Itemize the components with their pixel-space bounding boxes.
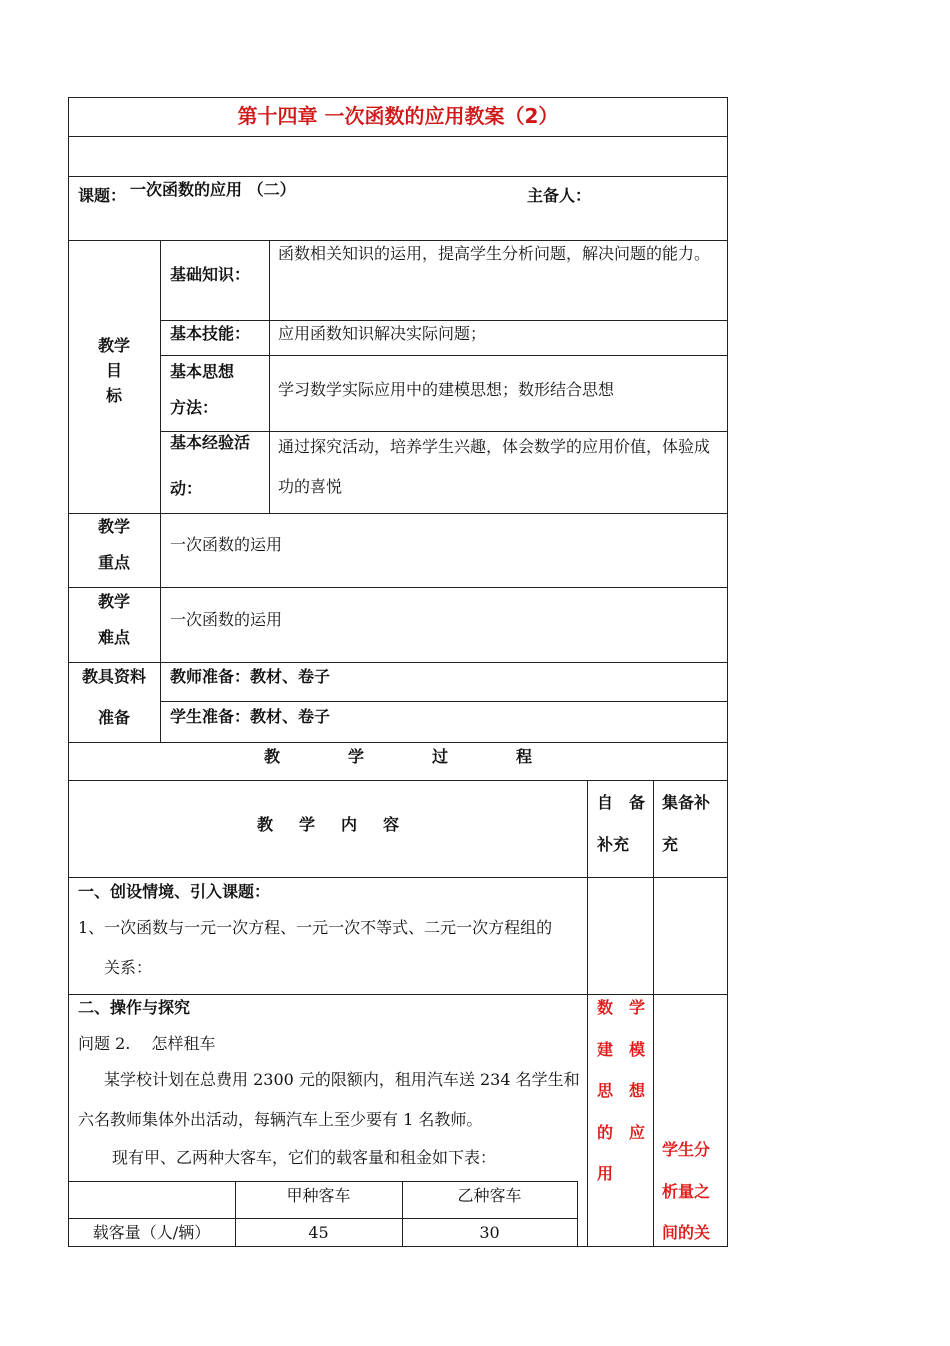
basic-skills-content: 应用函数知识解决实际问题； bbox=[278, 324, 487, 343]
process-header-4: 程 bbox=[516, 747, 533, 766]
process-header-1: 教 bbox=[264, 747, 281, 766]
bus-table-header-yi: 乙种客车 bbox=[457, 1186, 522, 1205]
row-divider bbox=[68, 97, 728, 98]
basic-thinking-content: 学习数学实际应用中的建模思想；数形结合思想 bbox=[278, 380, 615, 399]
topic-label: 课题： bbox=[78, 186, 127, 205]
difficult-points-label-1: 教学 bbox=[97, 592, 130, 611]
basic-knowledge-label: 基础知识： bbox=[170, 265, 251, 284]
group-note-line2: 析量之 bbox=[662, 1182, 711, 1201]
bus-table-border-right bbox=[577, 1181, 578, 1246]
self-note-line5: 用 bbox=[597, 1164, 614, 1183]
difficult-points-label-2: 难点 bbox=[97, 628, 130, 647]
group-supplement-header-1: 集备补 bbox=[662, 793, 711, 812]
table-border-right bbox=[727, 97, 728, 1246]
objectives-label-2: 目 bbox=[105, 361, 122, 380]
materials-label-2: 准备 bbox=[97, 708, 130, 727]
row-divider bbox=[68, 780, 728, 781]
row-divider bbox=[68, 994, 728, 995]
page-title: 第十四章 一次函数的应用教案（2） bbox=[237, 104, 559, 128]
key-points-content: 一次函数的运用 bbox=[170, 535, 283, 554]
row-divider bbox=[160, 320, 728, 321]
row-divider bbox=[68, 136, 728, 137]
group-note-line1: 学生分 bbox=[662, 1140, 711, 1159]
section1-item-line1: 1、一次函数与一元一次方程、一元一次不等式、二元一次方程组的 bbox=[78, 918, 553, 937]
key-points-label-2: 重点 bbox=[97, 553, 130, 572]
section1-item-line2: 关系： bbox=[104, 958, 153, 977]
column-divider bbox=[587, 780, 588, 1246]
difficult-points-content: 一次函数的运用 bbox=[170, 610, 283, 629]
row-divider bbox=[68, 1246, 728, 1247]
bus-table-row-label: 载客量（人/辆） bbox=[92, 1223, 211, 1242]
key-points-label-1: 教学 bbox=[97, 517, 130, 536]
process-header-3: 过 bbox=[432, 747, 449, 766]
basic-knowledge-content: 函数相关知识的运用，提高学生分析问题，解决问题的能力。 bbox=[278, 244, 711, 263]
row-divider bbox=[160, 701, 728, 702]
row-divider bbox=[68, 662, 728, 663]
self-note-line1: 数 学 bbox=[597, 998, 646, 1017]
basic-thinking-label-1: 基本思想 bbox=[170, 362, 235, 381]
content-header-1: 教 bbox=[257, 815, 274, 834]
row-divider bbox=[68, 742, 728, 743]
column-divider bbox=[269, 240, 270, 513]
objectives-label-1: 教学 bbox=[97, 336, 130, 355]
process-header-2: 学 bbox=[348, 747, 365, 766]
bus-table-cell-yi: 30 bbox=[479, 1223, 500, 1242]
bus-table-border-top bbox=[68, 1181, 578, 1182]
content-header-4: 容 bbox=[383, 815, 400, 834]
bus-table-row-divider bbox=[68, 1218, 578, 1219]
self-supplement-header-2: 补充 bbox=[597, 835, 630, 854]
preparer-label: 主备人： bbox=[527, 186, 592, 205]
problem-para1-line2: 六名教师集体外出活动，每辆汽车上至少要有 1 名教师。 bbox=[78, 1110, 483, 1129]
basic-experience-label-2: 动： bbox=[170, 479, 203, 498]
section1-heading: 一、创设情境、引入课题： bbox=[78, 882, 271, 901]
content-header-3: 内 bbox=[341, 815, 358, 834]
row-divider bbox=[68, 513, 728, 514]
basic-experience-label-1: 基本经验活 bbox=[170, 433, 251, 452]
group-note-line3: 间的关 bbox=[662, 1223, 711, 1242]
column-divider bbox=[160, 240, 161, 742]
basic-skills-label: 基本技能： bbox=[170, 324, 251, 343]
problem-title: 问题 2. 怎样租车 bbox=[78, 1034, 216, 1053]
group-supplement-header-2: 充 bbox=[662, 835, 679, 854]
basic-experience-content: 通过探究活动，培养学生兴趣，体会数学的应用价值，体验成功的喜悦 bbox=[278, 437, 711, 496]
bus-table-cell-jia: 45 bbox=[308, 1223, 329, 1242]
self-note-line3: 思 想 bbox=[597, 1081, 646, 1100]
problem-para2: 现有甲、乙两种大客车，它们的载客量和租金如下表： bbox=[112, 1148, 497, 1167]
self-supplement-header-1: 自 备 bbox=[597, 793, 646, 812]
row-divider bbox=[68, 176, 728, 177]
row-divider bbox=[68, 587, 728, 588]
row-divider bbox=[68, 877, 728, 878]
problem-para1-line1: 某学校计划在总费用 2300 元的限额内，租用汽车送 234 名学生和 bbox=[104, 1070, 580, 1089]
content-header-2: 学 bbox=[299, 815, 316, 834]
section2-heading: 二、操作与探究 bbox=[78, 998, 191, 1017]
column-divider bbox=[653, 780, 654, 1246]
row-divider bbox=[160, 355, 728, 356]
materials-label-1: 教具资料 bbox=[81, 667, 146, 686]
topic-value: 一次函数的应用 （二） bbox=[130, 180, 296, 199]
bus-table-header-jia: 甲种客车 bbox=[286, 1186, 351, 1205]
teacher-preparation: 教师准备：教材、卷子 bbox=[170, 667, 331, 686]
objectives-label-3: 标 bbox=[105, 386, 122, 405]
student-preparation: 学生准备：教材、卷子 bbox=[170, 707, 331, 726]
self-note-line2: 建 模 bbox=[597, 1040, 646, 1059]
self-note-line4: 的 应 bbox=[597, 1123, 646, 1142]
basic-thinking-label-2: 方法： bbox=[170, 398, 219, 417]
